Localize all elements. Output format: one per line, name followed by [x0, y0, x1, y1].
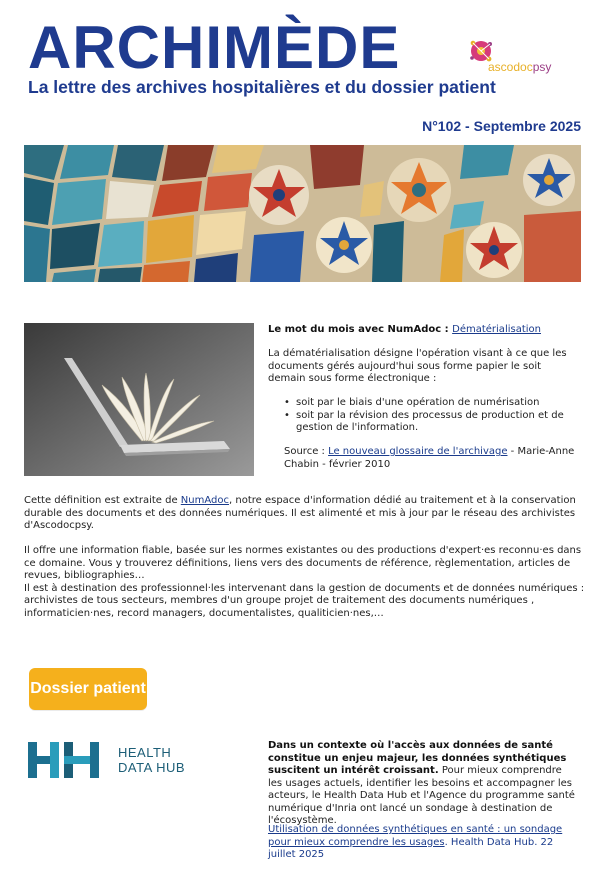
- glossary-link[interactable]: Le nouveau glossaire de l'archivage: [328, 446, 508, 457]
- logo-text-part2: psy: [532, 60, 552, 74]
- newsletter-subtitle: La lettre des archives hospitalières et du dossier patient: [28, 77, 496, 97]
- p3-text: Il est à destination des professionnel·les intervenant dans la gestion de documents et de données numériques : archivistes de tous secteurs, membres d'un groupe projet de traitement des documents numériques , informaticien·nes, record managers, documentalistes, qualiticien·nes,…: [24, 582, 585, 619]
- newsletter-title: ARCHIMÈDE: [28, 14, 401, 81]
- numadoc-paragraph: [24, 495, 589, 533]
- logo-text-part1: ascodoc: [488, 60, 533, 74]
- ascodocpsy-logo[interactable]: [488, 60, 551, 74]
- list-item: • soit par le biais d'une opération de numérisation: [284, 397, 584, 410]
- p1-text-a: Cette définition est extraite de: [24, 495, 181, 506]
- hdh-line2: DATA HUB: [118, 760, 186, 775]
- dossier-patient-button[interactable]: Dossier patient: [29, 668, 147, 710]
- p1-text-b: , notre espace d'information dédié au traitement et à la conservation durable des documents et des données numériques. Il est alimenté et mis à jour par le réseau des archivistes d'Ascodocpsy.: [24, 495, 576, 531]
- heading-prefix: Le mot du mois avec NumAdoc :: [268, 324, 453, 335]
- laptop-book-photo: [24, 323, 254, 476]
- health-data-hub-wordmark: [118, 745, 185, 775]
- definition-list: [284, 397, 584, 435]
- p2-text: Il offre une information fiable, basée sur les normes existantes ou des productions d'expert·es reconnu·es dans ce domaine. Vous y trouverez définitions, liens vers des documents de référence, règlementation, articles de revues, bibliographies…: [24, 545, 582, 581]
- definition-source: [284, 446, 580, 471]
- article-lead: Dans un contexte où l'accès aux données de santé constitue un enjeu majeur, les données synthétiques suscitent un intérêt croissant.: [268, 740, 567, 776]
- article-body: Pour mieux comprendre les usages actuels, identifier les besoins et accompagner les acteurs, le Health Data Hub et l'Agence du programme santé numérique d'Inria ont lancé un sondage à destination de l'écosystème.: [268, 765, 575, 826]
- word-of-month-heading: [268, 324, 541, 335]
- reference-suffix: . Health Data Hub. 22 juillet 2025: [268, 836, 554, 860]
- mosaic-banner-image: [24, 145, 581, 282]
- source-suffix: - Marie-Anne Chabin - février 2010: [284, 446, 575, 470]
- list-item: • soit par la révision des processus de production et de gestion de l'information.: [284, 410, 584, 435]
- hdh-line1: HEALTH: [118, 745, 172, 760]
- article-reference: [268, 824, 578, 862]
- numadoc-link[interactable]: NumAdoc: [180, 495, 229, 506]
- survey-link[interactable]: Utilisation de données synthétiques en santé : un sondage pour mieux comprendre les usages: [268, 824, 563, 848]
- word-definition: La dématérialisation désigne l'opération visant à ce que les documents gérés aujourd'hui sous forme papier le soit demain sous forme électronique :: [268, 348, 567, 384]
- issue-number: N°102 - Septembre 2025: [422, 118, 581, 134]
- synthetic-data-article: [268, 740, 578, 828]
- source-prefix: Source :: [284, 446, 329, 457]
- info-paragraph: [24, 545, 589, 620]
- dematerialisation-link[interactable]: Dématérialisation: [452, 324, 541, 335]
- health-data-hub-logo-icon[interactable]: [28, 742, 108, 778]
